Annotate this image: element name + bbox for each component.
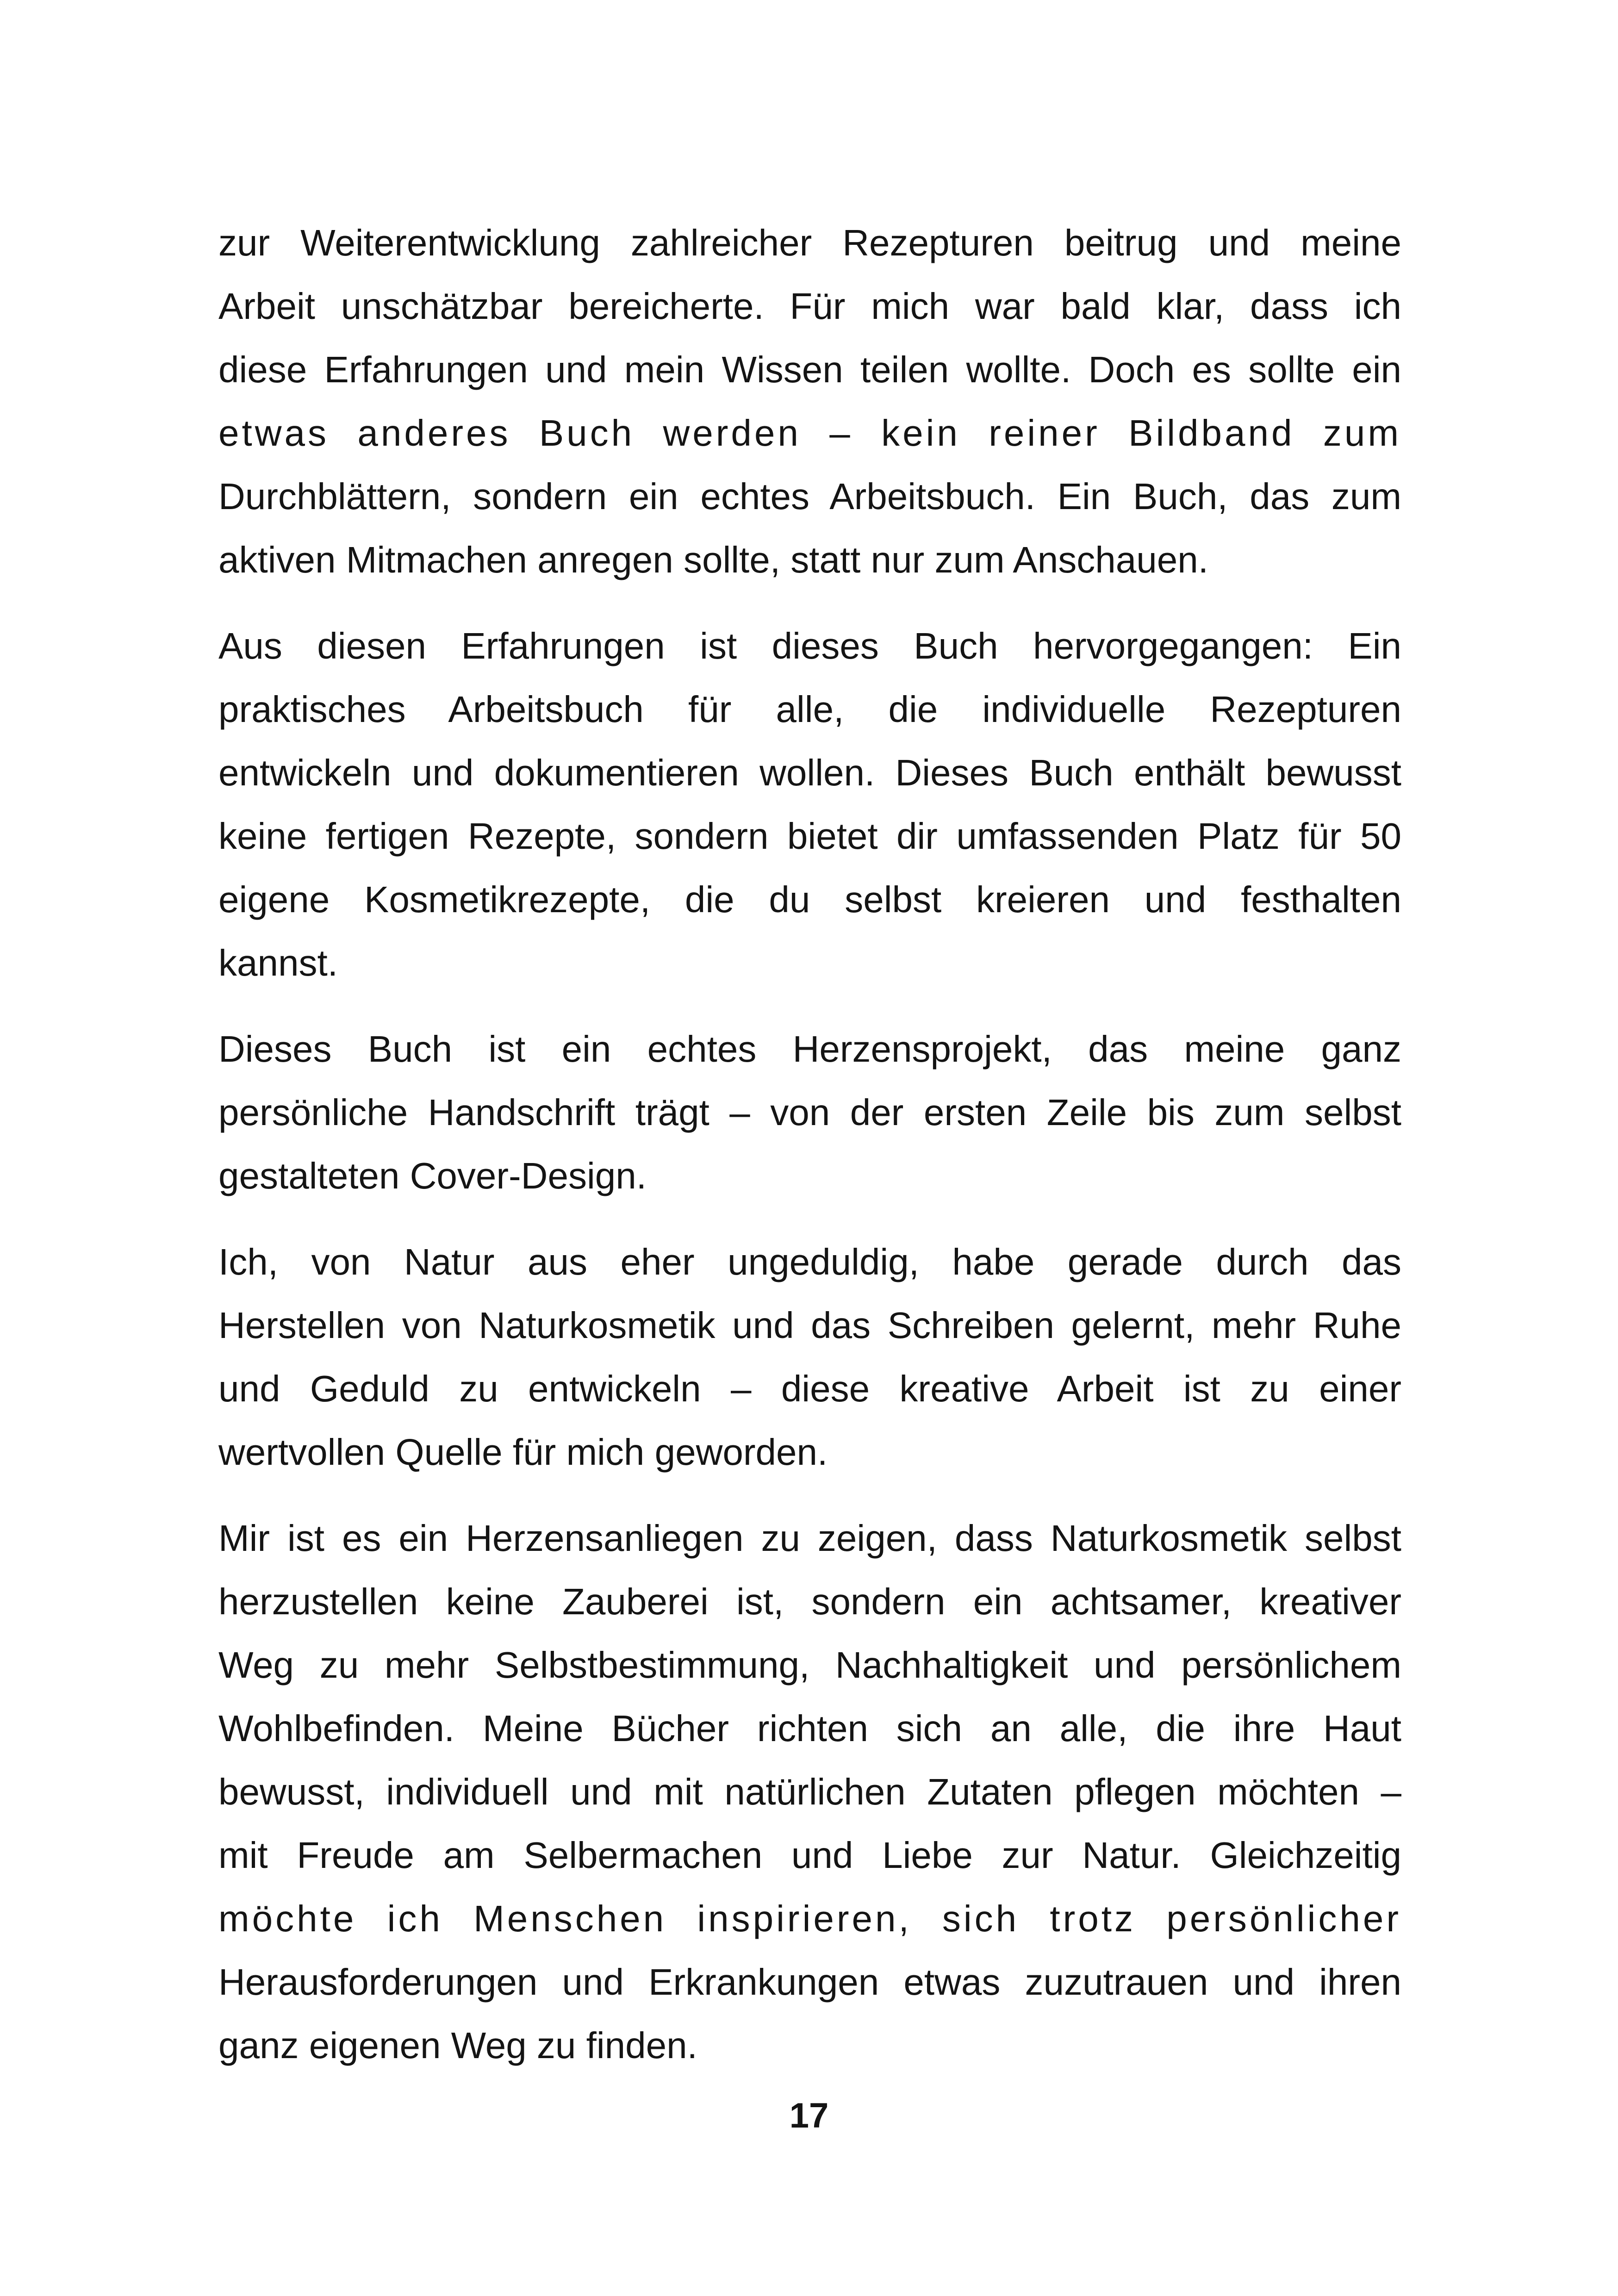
text-line: eigene Kosmetikrezepte, die du selbst kreieren und festhalten bbox=[218, 879, 1401, 920]
paragraph-4 bbox=[218, 1230, 1401, 1484]
text-line: und Geduld zu entwickeln – diese kreative Arbeit ist zu einer bbox=[218, 1368, 1401, 1409]
text-line: herzustellen keine Zauberei ist, sondern ein achtsamer, kreativer bbox=[218, 1581, 1401, 1622]
text-line: Weg zu mehr Selbstbestimmung, Nachhaltigkeit und persönlichem bbox=[218, 1644, 1401, 1686]
text-line: etwas anderes Buch werden – kein reiner Bildband zum bbox=[218, 412, 1401, 454]
text-line: bewusst, individuell und mit natürlichen Zutaten pflegen möchten – bbox=[218, 1771, 1401, 1812]
text-line: keine fertigen Rezepte, sondern bietet dir umfassenden Platz für 50 bbox=[218, 815, 1401, 857]
text-line: Herstellen von Naturkosmetik und das Schreiben gelernt, mehr Ruhe bbox=[218, 1305, 1401, 1346]
text-line: persönliche Handschrift trägt – von der ersten Zeile bis zum selbst bbox=[218, 1092, 1401, 1133]
text-line: ganz eigenen Weg zu finden. bbox=[218, 2025, 697, 2066]
text-line: aktiven Mitmachen anregen sollte, statt nur zum Anschauen. bbox=[218, 539, 1208, 580]
text-line: Dieses Buch ist ein echtes Herzensprojekt, das meine ganz bbox=[218, 1028, 1401, 1070]
text-line: entwickeln und dokumentieren wollen. Dieses Buch enthält bewusst bbox=[218, 752, 1401, 793]
body-text bbox=[218, 211, 1401, 2100]
text-line: zur Weiterentwicklung zahlreicher Rezepturen beitrug und meine bbox=[218, 222, 1401, 263]
text-line: Wohlbefinden. Meine Bücher richten sich an alle, die ihre Haut bbox=[218, 1708, 1401, 1749]
text-line: wertvollen Quelle für mich geworden. bbox=[218, 1431, 828, 1473]
text-line: Herausforderungen und Erkrankungen etwas zuzutrauen und ihren bbox=[218, 1961, 1401, 2003]
text-line: Durchblättern, sondern ein echtes Arbeitsbuch. Ein Buch, das zum bbox=[218, 476, 1401, 517]
text-line: mit Freude am Selbermachen und Liebe zur Natur. Gleichzeitig bbox=[218, 1835, 1401, 1876]
text-line: praktisches Arbeitsbuch für alle, die individuelle Rezepturen bbox=[218, 689, 1401, 730]
text-line: Ich, von Natur aus eher ungeduldig, habe gerade durch das bbox=[218, 1241, 1401, 1282]
page-number: 17 bbox=[789, 2096, 829, 2135]
text-line: kannst. bbox=[218, 942, 338, 983]
paragraph-5 bbox=[218, 1506, 1401, 2077]
text-line: Aus diesen Erfahrungen ist dieses Buch hervorgegangen: Ein bbox=[218, 625, 1401, 666]
text-line: möchte ich Menschen inspirieren, sich trotz persönlicher bbox=[218, 1898, 1401, 1939]
text-line: Mir ist es ein Herzensanliegen zu zeigen, dass Naturkosmetik selbst bbox=[218, 1518, 1401, 1559]
paragraph-2 bbox=[218, 614, 1401, 995]
paragraph-3 bbox=[218, 1017, 1401, 1207]
text-line: diese Erfahrungen und mein Wissen teilen wollte. Doch es sollte ein bbox=[218, 349, 1401, 390]
text-line: Arbeit unschätzbar bereicherte. Für mich war bald klar, dass ich bbox=[218, 286, 1401, 327]
paragraph-1 bbox=[218, 211, 1401, 591]
text-line: gestalteten Cover-Design. bbox=[218, 1155, 647, 1196]
